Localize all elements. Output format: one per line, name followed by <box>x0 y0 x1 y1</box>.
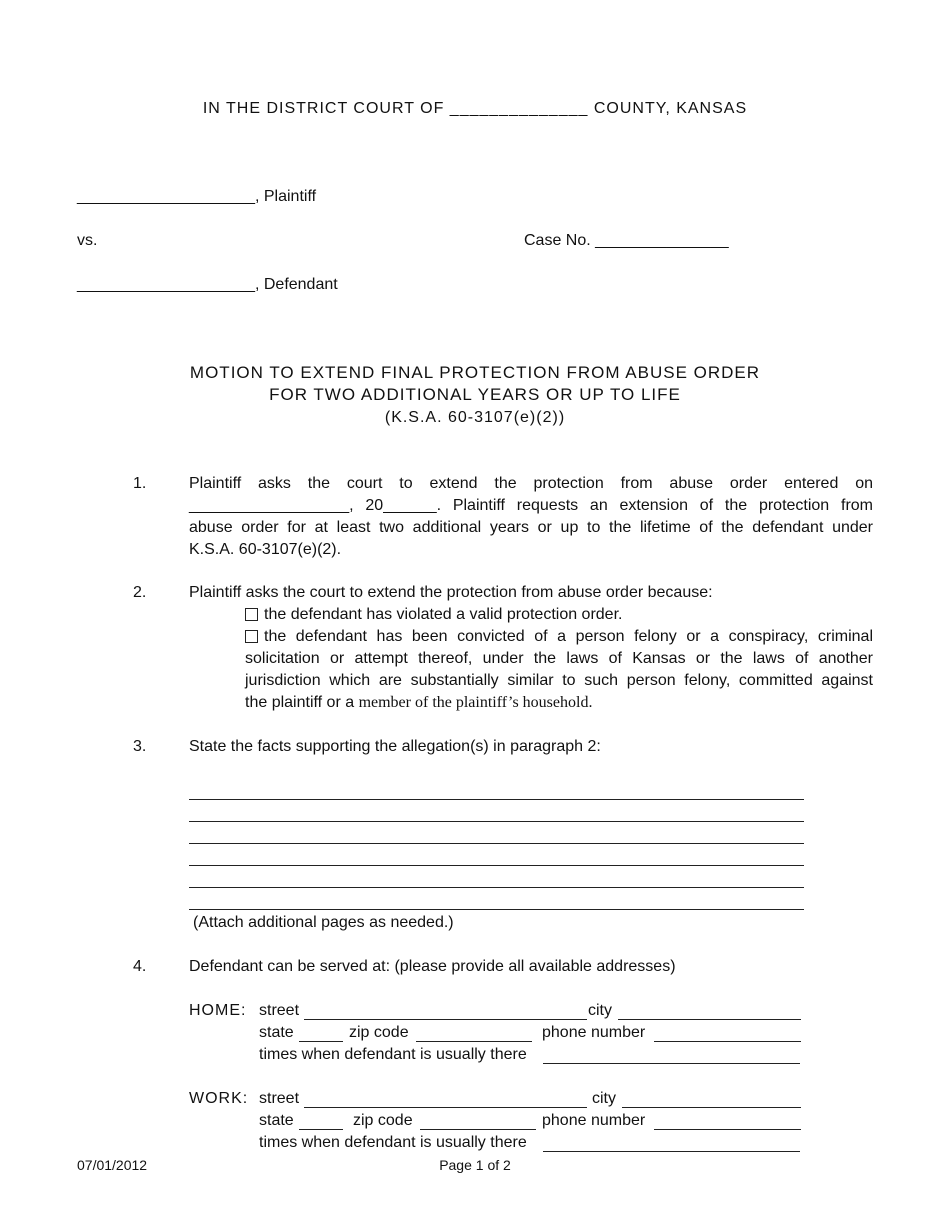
home-state-field[interactable] <box>299 1041 343 1042</box>
work-times-field[interactable] <box>543 1151 800 1152</box>
facts-line-6[interactable] <box>189 909 804 910</box>
court-header: IN THE DISTRICT COURT OF ______________ COUNTY, KANSAS <box>202 100 748 117</box>
item-1-line-2: __________________, 20______. Plaintiff requests an extension of the protection from <box>189 497 873 514</box>
item-2-option-2-line-4 <box>245 692 592 714</box>
option-2-line-4-part-b: member of the plaintiff’s household. <box>358 694 593 711</box>
statute-reference: (K.S.A. 60-3107(e)(2)) <box>384 409 566 426</box>
item-2-intro: Plaintiff asks the court to extend the protection from abuse order because: <box>189 584 713 601</box>
item-1-line-4: K.S.A. 60-3107(e)(2). <box>189 541 342 558</box>
page-number: Page 1 of 2 <box>439 1157 511 1173</box>
home-times-field[interactable] <box>543 1063 800 1064</box>
work-state-label: state <box>259 1112 294 1129</box>
facts-line-2[interactable] <box>189 821 804 822</box>
work-times-label: times when defendant is usually there <box>259 1134 527 1151</box>
work-zip-label: zip code <box>353 1112 413 1129</box>
work-label: WORK: <box>189 1090 249 1107</box>
work-city-field[interactable] <box>622 1107 801 1108</box>
item-2-option-2-line-1[interactable] <box>245 626 873 648</box>
item-4-number: 4. <box>133 958 147 975</box>
defendant-line: ____________________, Defendant <box>77 276 338 293</box>
home-phone-field[interactable] <box>654 1041 801 1042</box>
item-1-line-3: abuse order for at least two additional years or up to the lifetime of the defendant under <box>189 519 873 536</box>
home-state-label: state <box>259 1024 294 1041</box>
option-1-checkbox[interactable] <box>245 608 258 621</box>
item-3-text: State the facts supporting the allegation(s) in paragraph 2: <box>189 738 601 755</box>
item-2-number: 2. <box>133 584 147 601</box>
facts-line-4[interactable] <box>189 865 804 866</box>
item-2-option-1[interactable] <box>245 604 622 626</box>
home-times-label: times when defendant is usually there <box>259 1046 527 1063</box>
case-number-line: Case No. _______________ <box>524 232 729 249</box>
item-1-number: 1. <box>133 475 147 492</box>
option-2-line-4-part-a: the plaintiff or a <box>245 694 355 711</box>
option-1-label: the defendant has violated a valid protection order. <box>264 606 623 623</box>
home-zip-label: zip code <box>349 1024 409 1041</box>
home-street-field[interactable] <box>304 1019 587 1020</box>
item-3-number: 3. <box>133 738 147 755</box>
item-2-option-2-line-2: solicitation or attempt thereof, under the laws of Kansas or the laws of another <box>245 650 873 667</box>
item-4-text: Defendant can be served at: (please provide all available addresses) <box>189 958 676 975</box>
home-city-field[interactable] <box>618 1019 801 1020</box>
home-street-label: street <box>259 1002 300 1019</box>
work-phone-label: phone number <box>542 1112 646 1129</box>
home-label: HOME: <box>189 1002 247 1019</box>
work-city-label: city <box>592 1090 616 1107</box>
work-phone-field[interactable] <box>654 1129 801 1130</box>
plaintiff-line: ____________________, Plaintiff <box>77 188 317 205</box>
item-2-option-2-line-3: jurisdiction which are substantially similar to such person felony, committed against <box>245 672 873 689</box>
work-zip-field[interactable] <box>420 1129 536 1130</box>
option-2-label-line-1: the defendant has been convicted of a person felony or a conspiracy, criminal <box>264 628 873 645</box>
document-title-line-1: MOTION TO EXTEND FINAL PROTECTION FROM ABUSE ORDER <box>189 363 761 382</box>
facts-line-1[interactable] <box>189 799 804 800</box>
work-street-field[interactable] <box>304 1107 587 1108</box>
work-state-field[interactable] <box>299 1129 343 1130</box>
versus-label: vs. <box>77 232 98 249</box>
home-zip-field[interactable] <box>416 1041 532 1042</box>
document-title-line-2: FOR TWO ADDITIONAL YEARS OR UP TO LIFE <box>269 385 681 404</box>
home-phone-label: phone number <box>542 1024 646 1041</box>
facts-line-5[interactable] <box>189 887 804 888</box>
option-2-checkbox[interactable] <box>245 630 258 643</box>
form-date: 07/01/2012 <box>77 1157 148 1173</box>
home-city-label: city <box>588 1002 612 1019</box>
work-street-label: street <box>259 1090 300 1107</box>
item-1-line-1: Plaintiff asks the court to extend the protection from abuse order entered on <box>189 475 873 492</box>
facts-line-3[interactable] <box>189 843 804 844</box>
attach-pages-note: (Attach additional pages as needed.) <box>193 914 454 931</box>
